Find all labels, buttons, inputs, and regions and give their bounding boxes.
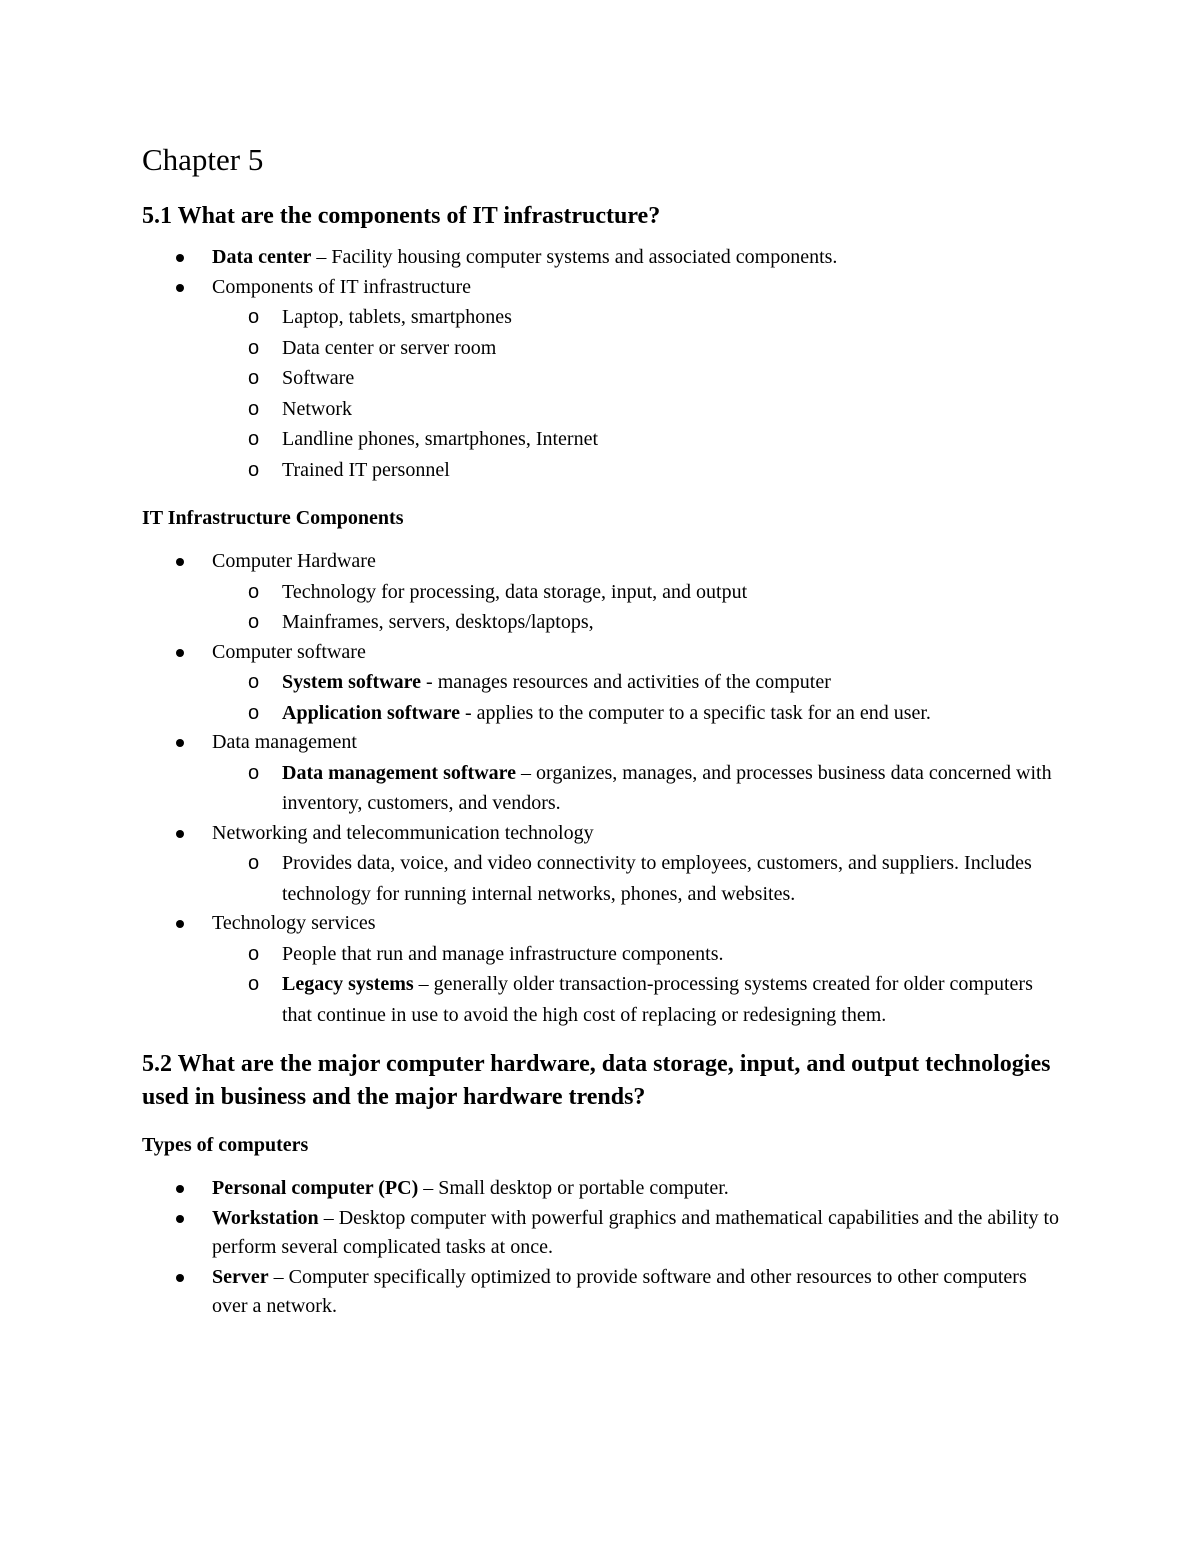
circle-bullet-icon: o — [248, 306, 260, 328]
sub-list-item — [212, 758, 1062, 819]
sub-list — [212, 302, 1062, 485]
section-5-1 — [142, 200, 1062, 485]
sub-list-item — [212, 848, 1062, 909]
circle-bullet-icon: o — [248, 852, 260, 874]
circle-bullet-icon: o — [248, 671, 260, 693]
bullet-icon — [176, 558, 184, 566]
sub-list-item — [212, 577, 1062, 608]
term: Data center — [212, 246, 312, 268]
circle-bullet-icon: o — [248, 458, 260, 481]
sub-list — [212, 939, 1062, 1031]
list-item — [142, 243, 1062, 273]
sub-list — [212, 577, 1062, 638]
bullet-icon — [176, 254, 184, 262]
sub-item-text: Mainframes, servers, desktops/laptops, — [282, 611, 594, 633]
sub-item-text: Trained IT personnel — [282, 458, 450, 481]
sub-list-item — [212, 667, 1062, 698]
types-of-computers-heading: Types of computers — [142, 1134, 309, 1156]
term: Personal computer (PC) — [212, 1177, 419, 1199]
item-text: Components of IT infrastructure — [212, 275, 472, 298]
it-infrastructure-heading: IT Infrastructure Components — [142, 507, 404, 529]
definition: – Desktop computer with powerful graphics and mathematical capabilities and the ability to perform several complicated tasks at once. — [212, 1206, 1060, 1258]
circle-bullet-icon: o — [248, 397, 260, 420]
definition: – generally older transaction-processing systems created for older computers that continue in use to avoid the high cost of replacing or redesigning them. — [282, 973, 1033, 1026]
definition: – Computer specifically optimized to provide software and other resources to other computers over a network. — [212, 1265, 1027, 1317]
bullet-icon — [176, 739, 184, 747]
circle-bullet-icon: o — [248, 701, 260, 724]
sub-item-text: Data center or server room — [282, 336, 497, 359]
term: Server — [212, 1265, 269, 1288]
sub-list-item — [212, 455, 1062, 486]
circle-bullet-icon: o — [248, 580, 260, 603]
definition: - manages resources and activities of the computer — [421, 671, 831, 693]
list-item — [142, 728, 1062, 819]
sub-item-text: Laptop, tablets, smartphones — [282, 306, 512, 328]
term: Application software — [282, 701, 460, 724]
list-item — [142, 638, 1062, 729]
types-of-computers-list — [142, 1174, 1062, 1322]
section-5-1-heading: 5.1 What are the components of IT infrastructure? — [142, 203, 661, 229]
circle-bullet-icon: o — [248, 367, 260, 389]
section-5-2 — [142, 1048, 1062, 1322]
circle-bullet-icon: o — [248, 761, 260, 784]
sub-item-text: People that run and manage infrastructure components. — [282, 942, 724, 965]
sub-item-text: Landline phones, smartphones, Internet — [282, 428, 599, 450]
sub-list-item — [212, 394, 1062, 425]
circle-bullet-icon: o — [248, 611, 260, 633]
list-item — [142, 1263, 1062, 1322]
term: Data management software — [282, 761, 517, 784]
sub-list — [212, 667, 1062, 728]
document-page — [142, 140, 1062, 1322]
item-text: Technology services — [212, 912, 376, 934]
list-item — [142, 909, 1062, 1030]
sub-item-text: Provides data, voice, and video connectivity to employees, customers, and suppliers. Includes technology for running internal networks, phones, and websites. — [282, 852, 1032, 905]
definition: – Facility housing computer systems and associated components. — [311, 246, 838, 268]
sub-list-item — [212, 333, 1062, 364]
sub-list — [212, 758, 1062, 819]
list-item — [142, 1204, 1062, 1263]
bullet-icon — [176, 1274, 184, 1282]
section-5-1-list — [142, 243, 1062, 485]
sub-list-item — [212, 363, 1062, 394]
item-text: Computer Hardware — [212, 550, 376, 572]
item-text: Networking and telecommunication technology — [212, 821, 594, 844]
bullet-icon — [176, 1185, 184, 1193]
circle-bullet-icon: o — [248, 428, 260, 450]
chapter-title: Chapter 5 — [142, 142, 264, 177]
term: Legacy systems — [282, 973, 414, 995]
circle-bullet-icon: o — [248, 942, 260, 965]
circle-bullet-icon: o — [248, 336, 260, 359]
sub-item-text: Network — [282, 397, 352, 420]
circle-bullet-icon: o — [248, 973, 260, 995]
sub-list-item — [212, 698, 1062, 729]
sub-item-text: Software — [282, 367, 355, 389]
sub-list-item — [212, 424, 1062, 455]
sub-list-item — [212, 607, 1062, 638]
definition: – organizes, manages, and processes business data concerned with inventory, customers, and vendors. — [282, 761, 1052, 814]
bullet-icon — [176, 284, 184, 292]
term: System software — [282, 671, 422, 693]
bullet-icon — [176, 649, 184, 657]
section-5-2-heading: 5.2 What are the major computer hardware, data storage, input, and output technologies used in business and the major hardware trends? — [142, 1051, 1051, 1110]
sub-list — [212, 848, 1062, 909]
bullet-icon — [176, 920, 184, 928]
term: Workstation — [212, 1206, 319, 1229]
definition: - applies to the computer to a specific task for an end user. — [459, 701, 931, 724]
it-infrastructure-components — [142, 503, 1062, 1030]
bullet-icon — [176, 1215, 184, 1223]
item-text: Computer software — [212, 640, 366, 663]
sub-list-item — [212, 302, 1062, 333]
definition: – Small desktop or portable computer. — [418, 1177, 729, 1199]
sub-list-item — [212, 939, 1062, 970]
sub-list-item — [212, 969, 1062, 1030]
sub-item-text: Technology for processing, data storage, input, and output — [282, 580, 748, 603]
list-item — [142, 547, 1062, 638]
item-text: Data management — [212, 731, 357, 753]
bullet-icon — [176, 830, 184, 838]
list-item — [142, 819, 1062, 910]
it-infrastructure-list — [142, 547, 1062, 1030]
list-item — [142, 1174, 1062, 1204]
list-item — [142, 273, 1062, 486]
